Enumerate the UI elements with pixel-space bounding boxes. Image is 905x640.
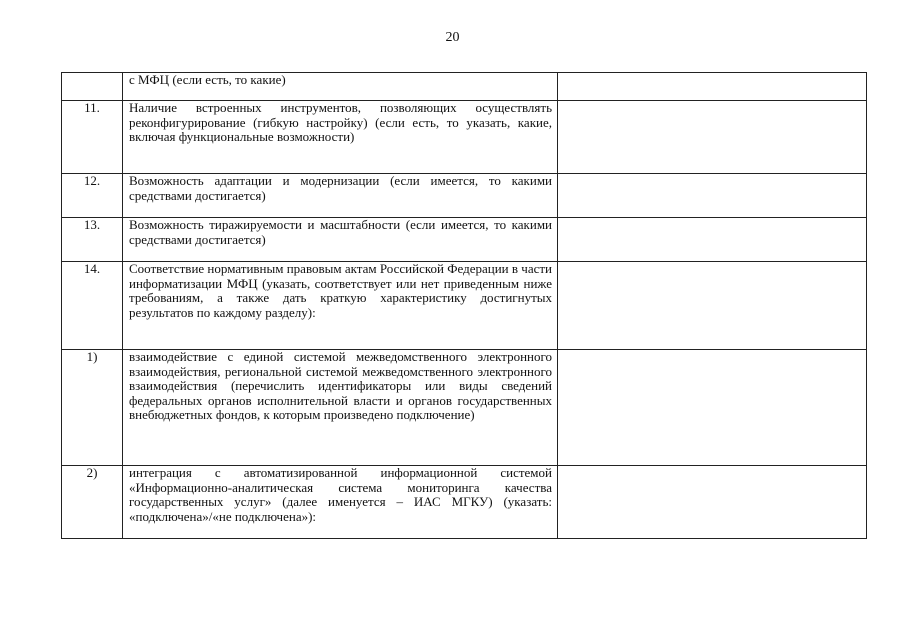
row-number: 13.	[83, 217, 101, 232]
row-number-cell	[62, 101, 123, 174]
row-number-cell	[62, 174, 123, 218]
table-row	[62, 262, 867, 350]
row-text-cell	[123, 73, 558, 101]
row-number-cell	[62, 218, 123, 262]
row-text-cell	[123, 101, 558, 174]
row-value-cell[interactable]	[558, 73, 867, 101]
table-row	[62, 101, 867, 174]
row-text: Соответствие нормативным правовым актам Российской Федерации в части информатизации МФЦ (указать, соответствует или нет приведенным ниже требованиям, а также дать краткую характеристику достигнутых результатов по каждому разделу):	[129, 261, 552, 320]
row-number-cell	[62, 466, 123, 539]
row-text-cell	[123, 218, 558, 262]
row-number: 11.	[84, 100, 100, 115]
row-text: Возможность адаптации и модернизации (если имеется, то какими средствами достигается)	[129, 173, 552, 203]
row-text: с МФЦ (если есть, то какие)	[129, 72, 286, 87]
table-row	[62, 218, 867, 262]
row-value-cell[interactable]	[558, 218, 867, 262]
row-number: 2)	[86, 465, 98, 480]
row-number-cell	[62, 350, 123, 466]
table-row	[62, 73, 867, 101]
row-text: интеграция с автоматизированной информационной системой «Информационно-аналитическая система мониторинга качества государственных услуг» (далее именуется – ИАС МГКУ) (указать: «подключена»/«не подключена»):	[129, 465, 552, 524]
row-number: 1)	[86, 349, 98, 364]
row-number: 12.	[83, 173, 101, 188]
table-row	[62, 350, 867, 466]
row-text: Наличие встроенных инструментов, позволяющих осуществлять реконфигурирование (гибкую настройку) (если есть, то указать, какие, включая функциональные возможности)	[129, 100, 552, 144]
row-value-cell[interactable]	[558, 174, 867, 218]
row-value-cell[interactable]	[558, 350, 867, 466]
table-row	[62, 466, 867, 539]
row-value-cell[interactable]	[558, 466, 867, 539]
row-text-cell	[123, 174, 558, 218]
row-value-cell[interactable]	[558, 101, 867, 174]
row-text-cell	[123, 262, 558, 350]
row-text: взаимодействие с единой системой межведомственного электронного взаимодействия, региональной системой межведомственного электронного взаимодействия (перечислить идентификаторы или виды сведений федеральных органов исполнительной власти и органов государственных внебюджетных фондов, к которым произведено подключение)	[129, 349, 552, 422]
row-text: Возможность тиражируемости и масштабности (если имеется, то какими средствами достигается)	[129, 217, 552, 247]
table-row	[62, 174, 867, 218]
row-number: 14.	[83, 261, 101, 276]
row-number-cell	[62, 73, 123, 101]
row-number-cell	[62, 262, 123, 350]
row-text-cell	[123, 466, 558, 539]
questionnaire-table	[61, 72, 867, 539]
row-text-cell	[123, 350, 558, 466]
row-value-cell[interactable]	[558, 262, 867, 350]
page-number: 20	[445, 30, 460, 45]
